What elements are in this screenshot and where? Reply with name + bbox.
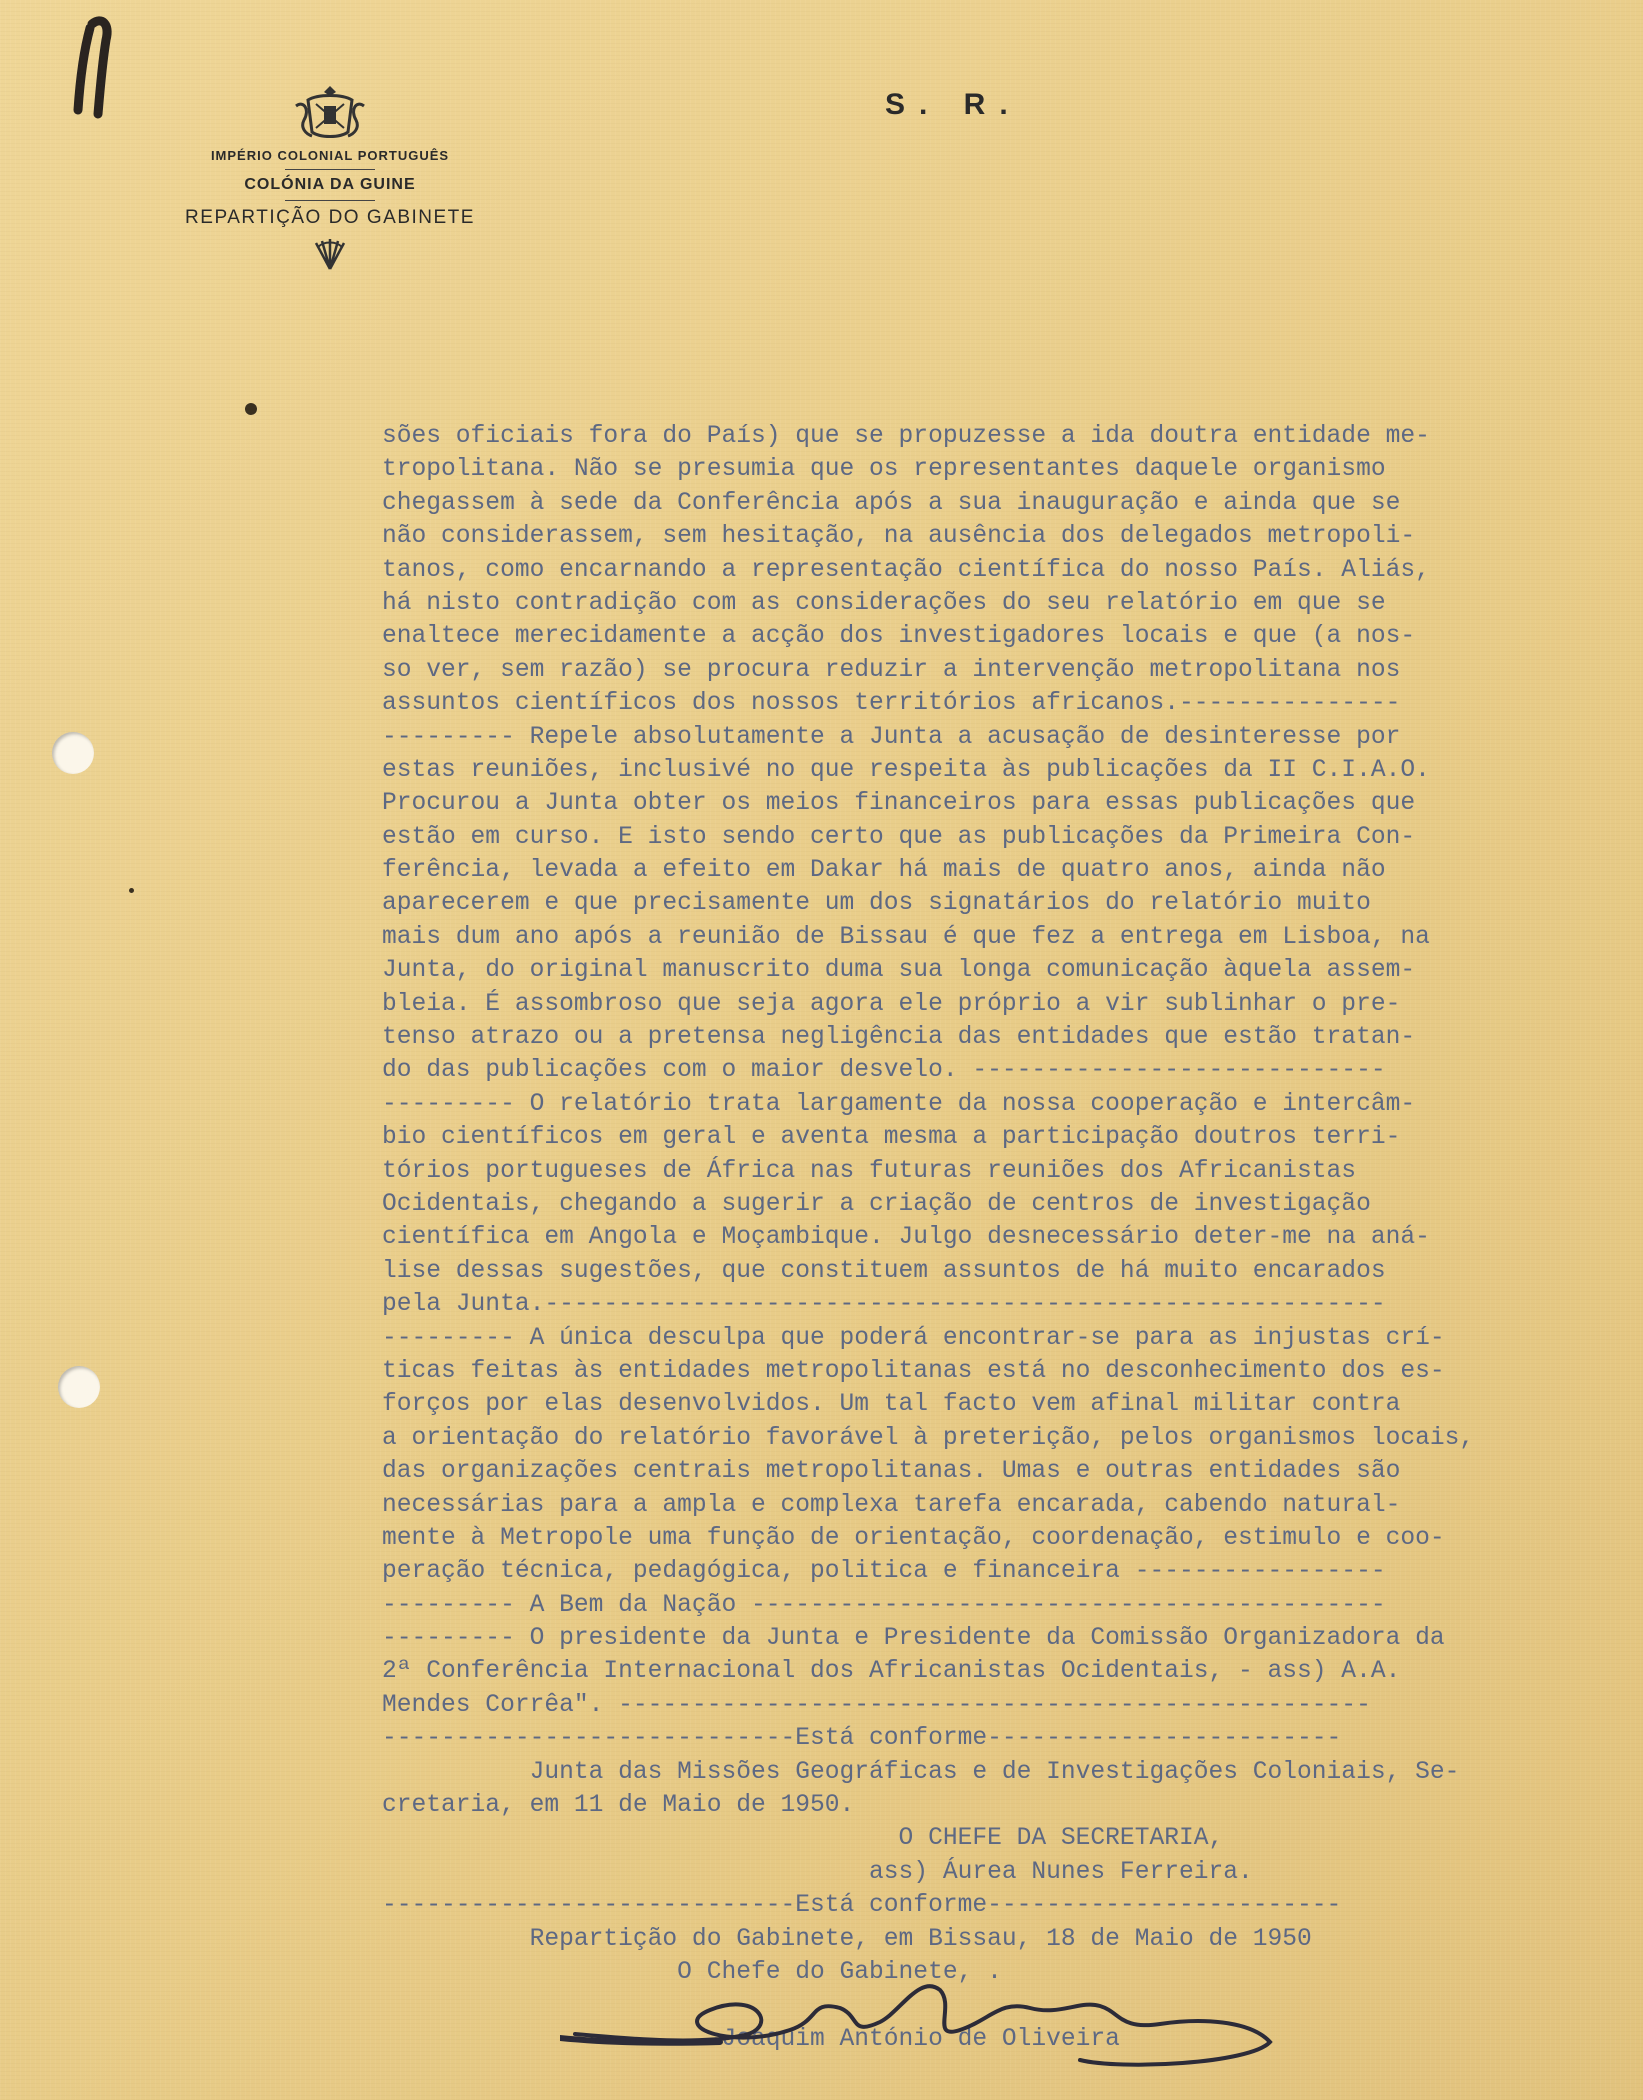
text-line: ----------------------------Está conforme------------------------: [382, 1725, 1342, 1753]
text-line: peração técnica, pedagógica, politica e financeira -----------------: [382, 1558, 1386, 1586]
letterhead-department: REPARTIÇÃO DO GABINETE: [185, 207, 475, 228]
ink-spot: [245, 403, 257, 415]
punch-hole: [52, 732, 94, 774]
letterhead-colony: COLÓNIA DA GUINE: [244, 176, 416, 193]
text-line: mais dum ano após a reunião de Bissau é que fez a entrega em Lisboa, na: [382, 923, 1430, 951]
text-line: Mendes Corrêa". ---------------------------------------------------: [382, 1691, 1371, 1719]
text-line: a orientação do relatório favorável à preterição, pelos organismos locais,: [382, 1424, 1475, 1452]
text-line: científica em Angola e Moçambique. Julgo desnecessário deter-me na aná-: [382, 1224, 1430, 1252]
text-line: Junta, do original manuscrito duma sua longa comunicação àquela assem-: [382, 957, 1416, 985]
text-line: lise dessas sugestões, que constituem assuntos de há muito encarados: [382, 1257, 1386, 1285]
text-line: Procurou a Junta obter os meios financeiros para essas publicações que: [382, 790, 1416, 818]
text-line: ferência, levada a efeito em Dakar há mais de quatro anos, ainda não: [382, 857, 1386, 885]
text-line: sões oficiais fora do País) que se propuzesse a ida doutra entidade me-: [382, 423, 1430, 450]
text-line: do das publicações com o maior desvelo. ----------------------------: [382, 1057, 1386, 1085]
text-line: estão em curso. E isto sendo certo que as publicações da Primeira Con-: [382, 823, 1416, 851]
letter-body: [382, 420, 1602, 2056]
text-line: necessárias para a ampla e complexa tarefa encarada, cabendo natural-: [382, 1491, 1401, 1519]
text-line: O CHEFE DA SECRETARIA,: [382, 1825, 1224, 1853]
text-line: tenso atrazo ou a pretensa negligência das entidades que estão tratan-: [382, 1024, 1416, 1052]
text-line: enaltece merecidamente a acção dos investigadores locais e que (a nos-: [382, 623, 1416, 651]
letterhead-divider: [285, 169, 375, 170]
text-line: ----------------------------Está conforme------------------------: [382, 1892, 1342, 1920]
text-line: chegassem à sede da Conferência após a sua inauguração e ainda que se: [382, 489, 1401, 517]
text-line: --------- Repele absolutamente a Junta a acusação de desinteresse por: [382, 723, 1401, 751]
coat-of-arms-icon: [290, 80, 370, 142]
ink-spot: [129, 888, 134, 893]
punch-hole: [58, 1366, 100, 1408]
text-line: mente à Metropole uma função de orientação, coordenação, estimulo e coo-: [382, 1524, 1445, 1552]
text-line: 2ª Conferência Internacional dos Africanistas Ocidentais, - ass) A.A.: [382, 1658, 1401, 1686]
text-line: Ocidentais, chegando a sugerir a criação de centros de investigação: [382, 1190, 1371, 1218]
text-line: --------- O presidente da Junta e Presidente da Comissão Organizadora da: [382, 1625, 1445, 1653]
text-line: tanos, como encarnando a representação científica do nosso País. Aliás,: [382, 556, 1430, 584]
text-line: forços por elas desenvolvidos. Um tal facto vem afinal militar contra: [382, 1391, 1401, 1419]
text-line: aparecerem e que precisamente um dos signatários do relatório muito: [382, 890, 1371, 918]
text-line: --------- O relatório trata largamente da nossa cooperação e intercâm-: [382, 1090, 1416, 1118]
header-mark: S. R.: [885, 88, 1022, 121]
text-line: so ver, sem razão) se procura reduzir a intervenção metropolitana nos: [382, 656, 1401, 684]
text-line: O Chefe do Gabinete, .: [382, 1958, 1002, 1986]
letterhead: [140, 80, 520, 271]
text-line: tropolitana. Não se presumia que os representantes daquele organismo: [382, 456, 1386, 484]
text-line: há nisto contradição com as considerações do seu relatório em que se: [382, 589, 1386, 617]
text-line: bleia. É assombroso que seja agora ele próprio a vir sublinhar o pre-: [382, 990, 1401, 1018]
text-line: --------- A Bem da Nação -------------------------------------------: [382, 1591, 1386, 1619]
text-line: bio científicos em geral e aventa mesma a participação doutros terri-: [382, 1124, 1401, 1152]
text-line: não considerassem, sem hesitação, na ausência dos delegados metropoli-: [382, 523, 1416, 551]
text-line: ass) Áurea Nunes Ferreira.: [382, 1858, 1253, 1886]
text-line: assuntos científicos dos nossos territórios africanos.---------------: [382, 690, 1401, 718]
handwritten-mark: [70, 10, 140, 120]
text-line: cretaria, em 11 de Maio de 1950.: [382, 1792, 855, 1820]
text-line: Repartição do Gabinete, em Bissau, 18 de Maio de 1950: [382, 1925, 1312, 1953]
text-line: tórios portugueses de África nas futuras reuniões dos Africanistas: [382, 1157, 1357, 1185]
text-line: Junta das Missões Geográficas e de Investigações Coloniais, Se-: [382, 1758, 1460, 1786]
text-line: pela Junta.---------------------------------------------------------: [382, 1291, 1386, 1319]
letterhead-divider: [285, 200, 375, 201]
handwritten-signature: [560, 1960, 1280, 2080]
text-line: ticas feitas às entidades metropolitanas está no desconhecimento dos es-: [382, 1357, 1445, 1385]
letterhead-empire: IMPÉRIO COLONIAL PORTUGUÊS: [210, 148, 450, 163]
text-line: das organizações centrais metropolitanas. Umas e outras entidades são: [382, 1458, 1401, 1486]
text-line: --------- A única desculpa que poderá encontrar-se para as injustas crí-: [382, 1324, 1445, 1352]
sun-emblem-icon: [312, 237, 348, 271]
text-line: Joaquim António de Oliveira: [382, 2025, 1120, 2053]
text-line: estas reuniões, inclusivé no que respeita às publicações da II C.I.A.O.: [382, 756, 1430, 784]
